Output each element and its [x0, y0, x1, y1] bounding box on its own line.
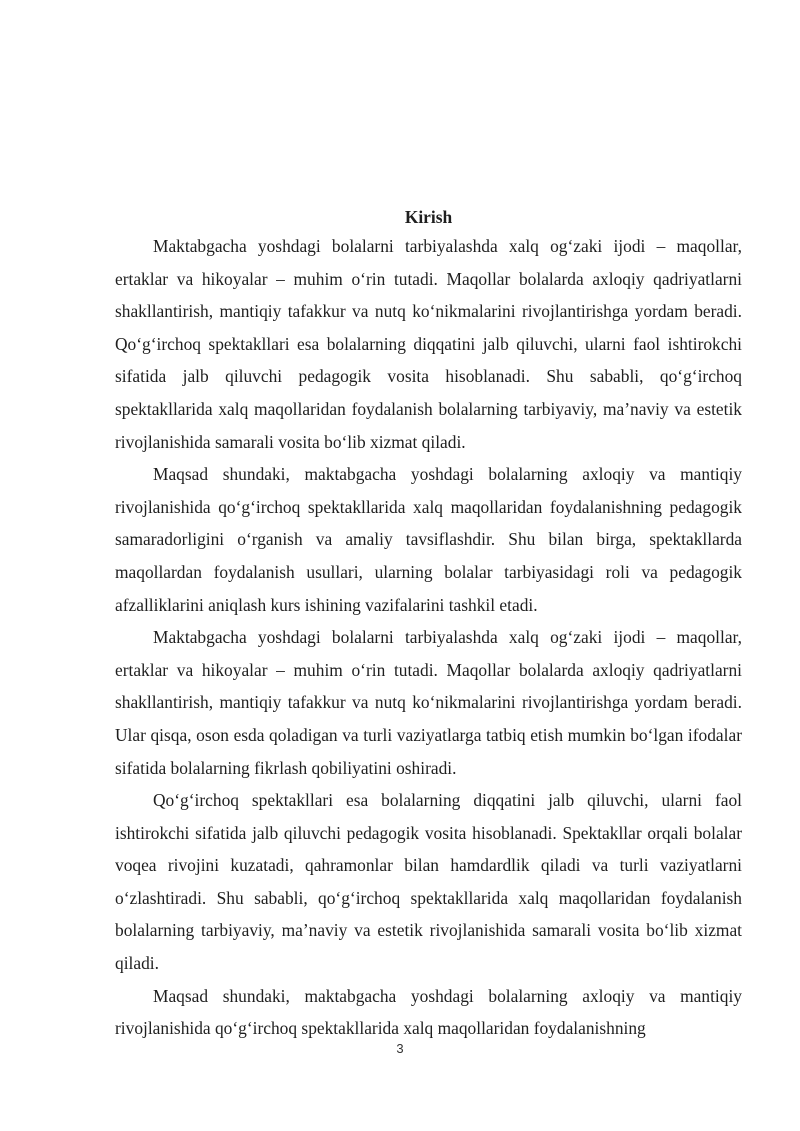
page-content — [115, 204, 742, 1045]
paragraph-5: Maqsad shundaki, maktabgacha yoshdagi bolalarning axloqiy va mantiqiy rivojlanishida qo‘g‘irchoq spektakllarida xalq maqollaridan foydalanishning — [115, 985, 742, 1039]
page-number: 3 — [396, 1041, 404, 1056]
paragraph-1: Maktabgacha yoshdagi bolalarni tarbiyalashda xalq og‘zaki ijodi – maqollar, ertaklar va hikoyalar – muhim o‘rin tutadi. Maqollar bolalarda axloqiy qadriyatlarni shakllantirish, mantiqiy tafakkur va nutq ko‘nikmalarini rivojlantirishga yordam beradi. Qo‘g‘irchoq spektakllari esa bolalarning diqqatini jalb qiluvchi, ularni faol ishtirokchi sifatida jalb qiluvchi pedagogik vosita hisoblanadi. Shu sababli, qo‘g‘irchoq spektakllarida xalq maqollaridan foydalanish bolalarning tarbiyaviy, ma’naviy va estetik rivojlanishida samarali vosita bo‘lib xizmat qiladi. — [115, 236, 742, 452]
paragraph-2: Maqsad shundaki, maktabgacha yoshdagi bolalarning axloqiy va mantiqiy rivojlanishida qo‘g‘irchoq spektakllarida xalq maqollaridan foydalanishning pedagogik samaradorligini o‘rganish va amaliy tavsiflashdir. Shu bilan birga, spektakllarda maqollardan foydalanish usullari, ularning bolalar tarbiyasidagi roli va pedagogik afzalliklarini aniqlash kurs ishining vazifalarini tashkil etadi. — [115, 464, 742, 615]
section-title: Kirish — [404, 207, 453, 227]
paragraph-4: Qo‘g‘irchoq spektakllari esa bolalarning diqqatini jalb qiluvchi, ularni faol ishtirokchi sifatida jalb qiluvchi pedagogik vosita hisoblanadi. Spektakllar orqali bolalar voqea rivojini kuzatadi, qahramonlar bilan hamdardlik qiladi va turli vaziyatlarni o‘zlashtiradi. Shu sababli, qo‘g‘irchoq spektakllarida xalq maqollaridan foydalanish bolalarning tarbiyaviy, ma’naviy va estetik rivojlanishida samarali vosita bo‘lib xizmat qiladi. — [115, 790, 742, 974]
paragraph-3: Maktabgacha yoshdagi bolalarni tarbiyalashda xalq og‘zaki ijodi – maqollar, ertaklar va hikoyalar – muhim o‘rin tutadi. Maqollar bolalarda axloqiy qadriyatlarni shakllantirish, mantiqiy tafakkur va nutq ko‘nikmalarini rivojlantirishga yordam beradi. Ular qisqa, oson esda qoladigan va turli vaziyatlarga tatbiq etish mumkin bo‘lgan ifodalar sifatida bolalarning fikrlash qobiliyatini oshiradi. — [115, 627, 742, 778]
